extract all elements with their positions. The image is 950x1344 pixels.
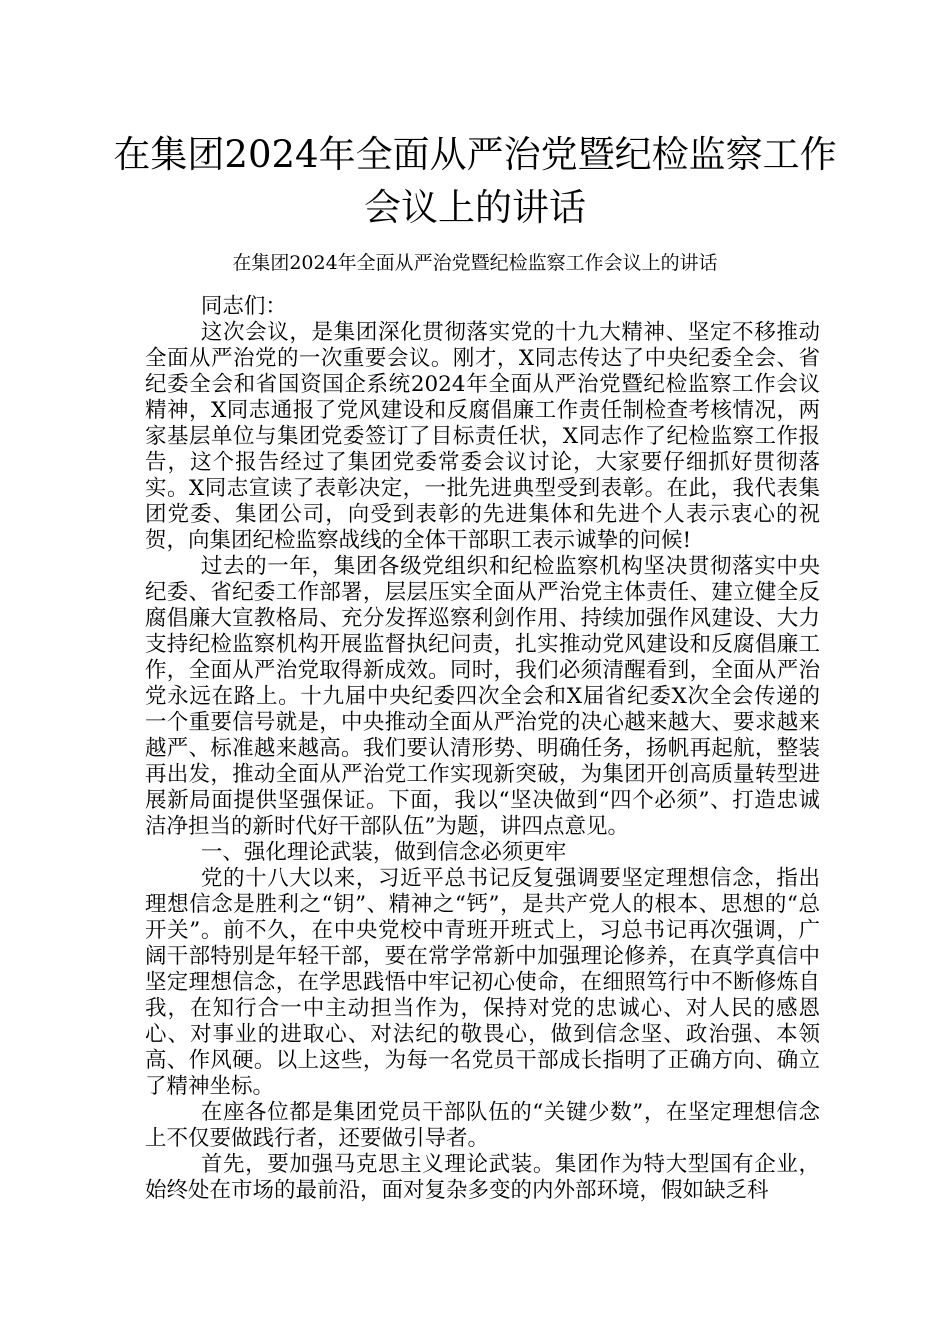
paragraph: 党的十八大以来，习近平总书记反复强调要坚定理想信念，指出理想信念是胜利之“钥”、精神之“钙”，是共产党人的根本、思想的“总开关”。前不久，在中央党校中青班开班式上，习总书记再次强调，广阔干部特别是年轻干部，要在常学常新中加强理论修养，在真学真信中坚定理想信念，在学思践悟中牢记初心使命，在细照笃行中不断修炼自我，在知行合一中主动担当作为，保持对党的忠诚心、对人民的感恩心、对事业的进取心、对法纪的敬畏心，做到信念坚、政治强、本领高、作风硬。以上这些，为每一名党员干部成长指明了正确方向、确立了精神坐标。 (145, 866, 820, 1099)
paragraph: 在座各位都是集团党员干部队伍的“关键少数”，在坚定理想信念上不仅要做践行者，还要做引导者。 (145, 1100, 820, 1151)
section-heading: 一、强化理论武装，做到信念必须更牢 (200, 840, 567, 865)
document-body (145, 294, 820, 1204)
document-title: 在集团2024年全面从严治党暨纪检监察工作会议上的讲话 (113, 133, 837, 229)
salutation: 同志们： (200, 294, 287, 319)
paragraph: 这次会议，是集团深化贯彻落实党的十九大精神、坚定不移推动全面从严治党的一次重要会议。刚才，X同志传达了中央纪委全会、省纪委全会和省国资国企系统2024年全面从严治党暨纪检监察工作会议精神，X同志通报了党风建设和反腐倡廉工作责任制检查考核情况，两家基层单位与集团党委签订了目标责任状，X同志作了纪检监察工作报告，这个报告经过了集团党委常委会议讨论，大家要仔细抓好贯彻落实。X同志宣读了表彰决定，一批先进典型受到表彰。在此，我代表集团党委、集团公司，向受到表彰的先进集体和先进个人表示衷心的祝贺，向集团纪检监察战线的全体干部职工表示诚挚的问候! (145, 320, 820, 553)
paragraph: 过去的一年，集团各级党组织和纪检监察机构坚决贯彻落实中央纪委、省纪委工作部署，层层压实全面从严治党主体责任、建立健全反腐倡廉大宣教格局、充分发挥巡察利剑作用、持续加强作风建设、大力支持纪检监察机构开展监督执纪问责，扎实推动党风建设和反腐倡廉工作，全面从严治党取得新成效。同时，我们必须清醒看到，全面从严治党永远在路上。十九届中央纪委四次全会和X届省纪委X次全会传递的一个重要信号就是，中央推动全面从严治党的决心越来越大、要求越来越严、标准越来越高。我们要认清形势、明确任务，扬帆再起航，整装再出发，推动全面从严治党工作实现新突破，为集团开创高质量转型进展新局面提供坚强保证。下面，我以“坚决做到“四个必须”、打造忠诚洁净担当的新时代好干部队伍”为题，讲四点意见。 (145, 554, 820, 839)
paragraph: 首先，要加强马克思主义理论武装。集团作为特大型国有企业，始终处在市场的最前沿，面对复杂多变的内外部环境，假如缺乏科 (145, 1152, 820, 1203)
document-subtitle: 在集团2024年全面从严治党暨纪检监察工作会议上的讲话 (232, 252, 718, 274)
